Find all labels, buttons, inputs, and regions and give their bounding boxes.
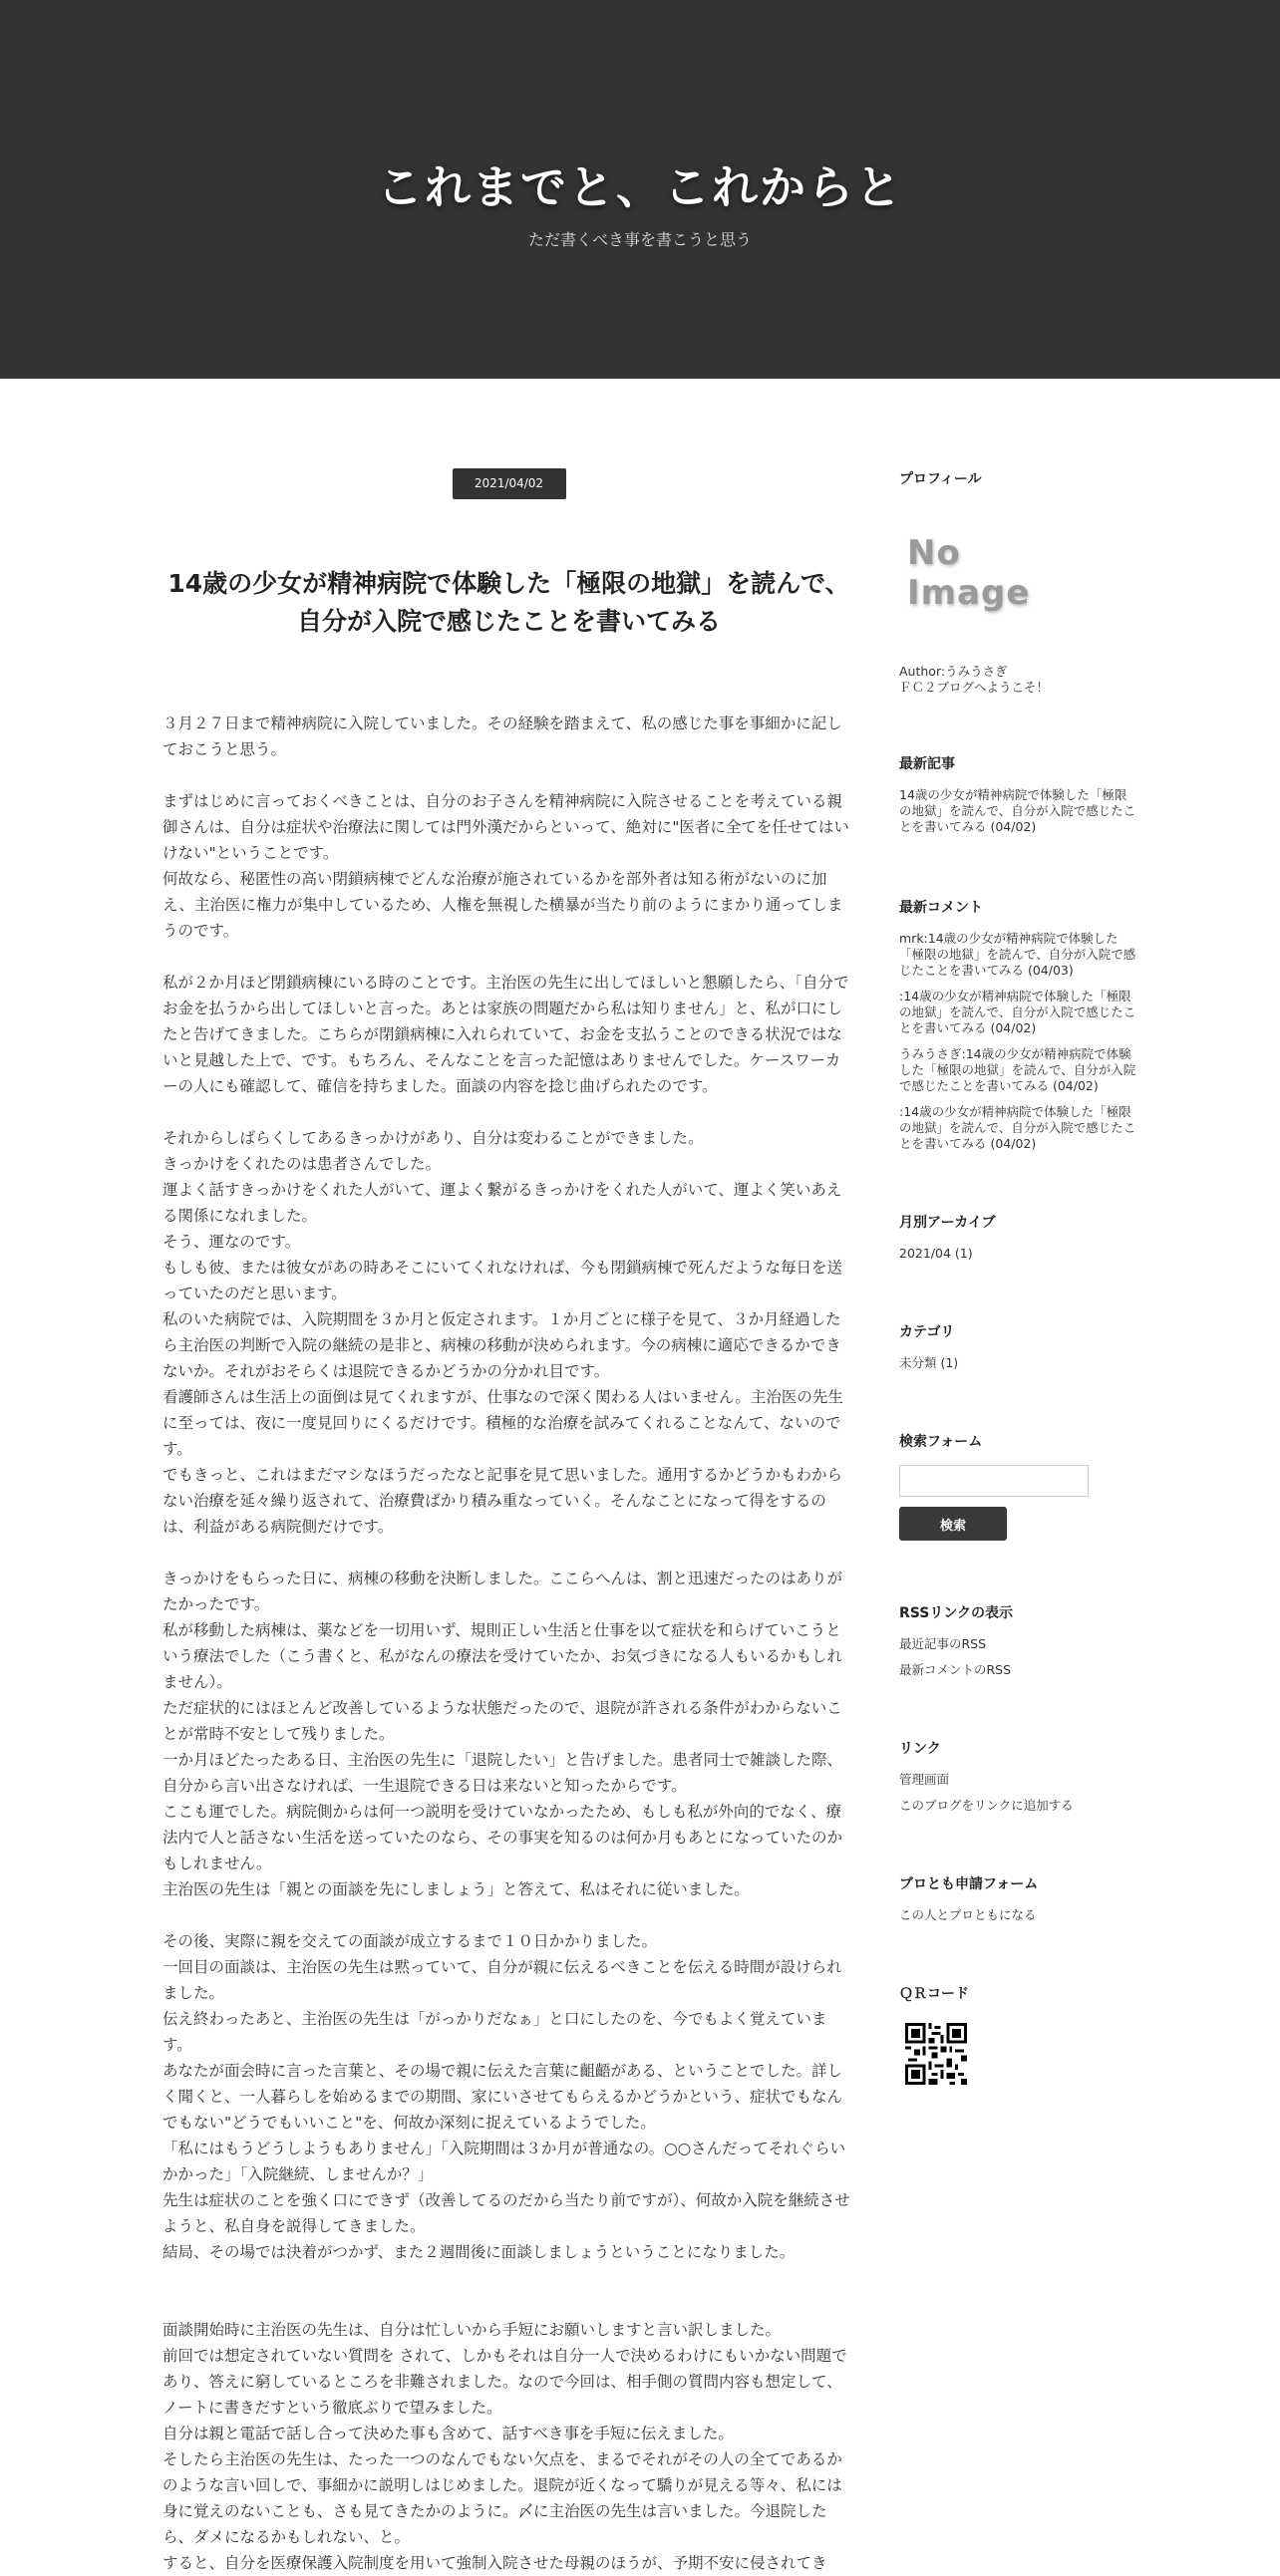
entry-title[interactable] — [162, 565, 855, 641]
recent-comment-link[interactable]: mrk:14歳の少女が精神病院で体験した「極限の地獄」を読んで、自分が入院で感じたことを書いてみる (04/03) — [899, 931, 1136, 978]
site-description: ただ書くべき事を書こうと思う — [527, 230, 752, 249]
paragraph-gap — [162, 2265, 855, 2317]
search-title: 検索フォーム — [899, 1434, 983, 1450]
archive-title: 月別アーカイブ — [899, 1215, 996, 1231]
entry-title-line2: 自分が入院で感じたことを書いてみる — [296, 607, 721, 636]
recent-entries-title: 最新記事 — [899, 756, 955, 772]
qr-code-icon — [905, 2023, 967, 2085]
entry-paragraph: そう、運なのです。 — [162, 1233, 301, 1251]
sidebar — [899, 468, 1138, 2089]
entry-paragraph: 一回目の面談は、主治医の先生は黙っていて、自分が親に伝えるべきことを伝える時間が設けられました。 — [162, 1958, 842, 2002]
paragraph-gap — [162, 944, 855, 970]
entry-paragraph: ３月２７日まで精神病院に入院していました。その経験を踏まえて、私の感じた事を事細かに記しておこうと思う。 — [162, 715, 842, 758]
recent-comments-title: 最新コメント — [899, 900, 983, 916]
entry-paragraph: 結局、その場では決着がつかず、また２週間後に面談しましょうということになりました。 — [162, 2243, 796, 2261]
rss-comments-link[interactable]: 最新コメントのRSS — [899, 1662, 1012, 1677]
recent-comment-link[interactable]: :14歳の少女が精神病院で体験した「極限の地獄」を読んで、自分が入院で感じたことを書いてみる (04/02) — [899, 989, 1136, 1035]
category-title: カテゴリ — [899, 1324, 955, 1340]
site-header — [0, 0, 1280, 379]
archive-link[interactable]: 2021/04 (1) — [899, 1246, 973, 1261]
entry-paragraph: もしも彼、または彼女があの時あそこにいてくれなければ、今も閉鎖病棟で死んだような毎日を送っていたのだと思います。 — [162, 1259, 843, 1302]
entry-paragraph: すると、自分を医療保護入院制度を用いて強制入院させた母親のほうが、予期不安に侵されてき — [162, 2554, 827, 2572]
entry-paragraph: それからしばらくしてあるきっかけがあり、自分は変わることができました。 — [162, 1129, 704, 1147]
paragraph-gap — [162, 762, 855, 788]
main-content — [162, 468, 855, 2576]
search-input[interactable] — [899, 1465, 1089, 1497]
friend-request-link[interactable]: この人とブロともになる — [899, 1907, 1037, 1922]
search-section — [899, 1431, 1138, 1541]
entry-paragraph: あなたが面会時に言った言葉と、その場で親に伝えた言葉に齟齬がある、ということでした。詳しく聞くと、一人暮らしを始めるまでの期間、家にいさせてもらえるかどうかという、症状でもなんでもない"どうでもいいこと"を、何故か深刻に捉えているようでした。 — [162, 2062, 843, 2132]
entry-paragraph: ただ症状的にはほとんど改善しているような状態だったので、退院が許される条件がわからないことが常時不安として残りました。 — [162, 1699, 842, 1743]
entry-paragraph: その後、実際に親を交えての面談が成立するまで１０日かかりました。 — [162, 1932, 658, 1950]
rss-title: RSSリンクの表示 — [899, 1605, 1014, 1621]
archive-section — [899, 1212, 1138, 1262]
profile-title: プロフィール — [899, 471, 982, 487]
rss-section — [899, 1602, 1138, 1678]
category-section — [899, 1321, 1138, 1371]
profile-welcome: ＦＣ２ブログへようこそ！ — [899, 680, 1050, 695]
friend-request-title: ブロとも申請フォーム — [899, 1876, 1039, 1892]
friend-request-section — [899, 1873, 1138, 1923]
entry-paragraph: 何故なら、秘匿性の高い閉鎖病棟でどんな治療が施されているかを部外者は知る術がないのに加え、主治医に権力が集中しているため、人権を無視した横暴が当たり前のようにまかり通ってしまうのです。 — [162, 870, 843, 940]
entry-paragraph: 私が移動した病棟は、薬などを一切用いず、規則正しい生活と仕事を以て症状を和らげていこうという療法でした（こう書くと、私がなんの療法を受けていたか、お気づきになる人もいるかもしれません）。 — [162, 1621, 843, 1691]
profile-noimage: No Image — [907, 533, 1031, 613]
entry-paragraph: 看護師さんは生活上の面倒は見てくれますが、仕事なので深く関わる人はいません。主治医の先生に至っては、夜に一度見回りにくるだけです。積極的な治療を試みてくれることなんて、ないのです。 — [162, 1388, 843, 1458]
entry-paragraph: 運よく話すきっかけをくれた人がいて、運よく繋がるきっかけをくれた人がいて、運よく笑いあえる関係になれました。 — [162, 1181, 842, 1225]
recent-comment-link[interactable]: :14歳の少女が精神病院で体験した「極限の地獄」を読んで、自分が入院で感じたことを書いてみる (04/02) — [899, 1104, 1136, 1151]
entry-title-line1: 14歳の少女が精神病院で体験した「極限の地獄」を読んで、 — [167, 569, 850, 598]
entry-paragraph: 私が２か月ほど閉鎖病棟にいる時のことです。主治医の先生に出してほしいと懇願したら、「自分でお金を払うから出してほしいと言った。あとは家族の問題だから私は知りません」と、私が口にしたと告げてきました。こちらが閉鎖病棟に入れられていて、お金を支払うことのできる状況ではないと見越した上で、です。もちろん、そんなことを言った記憶はありませんでした。ケースワーカーの人にも確認して、確信を持ちました。面談の内容を捻じ曲げられたのです。 — [162, 974, 849, 1095]
rss-entries-link[interactable]: 最近記事のRSS — [899, 1636, 987, 1651]
paragraph-gap — [162, 1099, 855, 1125]
links-title: リンク — [899, 1741, 941, 1757]
entry-paragraph: 前回では想定されていない質問を されて、しかもそれは自分一人で決めるわけにもいかない問題であり、答えに窮しているところを非難されました。なので今回は、相手側の質問内容も想定して、ノートに書きだすという徹底ぶりで望みました。 — [162, 2347, 847, 2417]
qr-section — [899, 1983, 1138, 2089]
entry-paragraph: そしたら主治医の先生は、たった一つのなんでもない欠点を、まるでそれがその人の全てであるかのような言い回しで、事細かに説明しはじめました。退院が近くなって驕りが見える等々、私には身に覚えのないことも、さも見てきたかのように。〆に主治医の先生は言いました。今退院したら、ダメになるかもしれない、と。 — [162, 2450, 842, 2546]
recent-comments-section — [899, 897, 1138, 1152]
entry-paragraph: 主治医の先生は「親との面談を先にしましょう」と答えて、私はそれに従いました。 — [162, 1880, 750, 1898]
entry-paragraph: 私のいた病院では、入院期間を３か月と仮定されます。１か月ごとに様子を見て、３か月経過したら主治医の判断で入院の継続の是非と、病棟の移動が決められます。今の病棟に適応できるかできないか。それがおそらくは退院できるかどうかの分かれ目です。 — [162, 1310, 841, 1380]
links-section — [899, 1738, 1138, 1814]
entry-paragraph: 一か月ほどたったある日、主治医の先生に「退院したい」と告げました。患者同士で雑談した際、自分から言い出さなければ、一生退院できる日は来ないと知ったからです。 — [162, 1751, 843, 1795]
entry-paragraph: ここも運でした。病院側からは何一つ説明を受けていなかったため、もしも私が外向的でなく、療法内で人と話さない生活を送っていたのなら、その事実を知るのは何か月もあとになっていたのかもしれません。 — [162, 1803, 843, 1872]
profile-author: Author:うみうさぎ — [899, 664, 1008, 679]
recent-entry-link[interactable]: 14歳の少女が精神病院で体験した「極限の地獄」を読んで、自分が入院で感じたことを書いてみる (04/02) — [899, 787, 1136, 834]
add-link-link[interactable]: このブログをリンクに追加する — [899, 1798, 1074, 1813]
entry-date-badge: 2021/04/02 — [453, 468, 566, 499]
entry-paragraph: きっかけをもらった日に、病棟の移動を決断しました。ここらへんは、割と迅速だったのはありがたかったです。 — [162, 1570, 843, 1613]
category-link[interactable]: 未分類 (1) — [899, 1355, 959, 1370]
entry-paragraph: 伝え終わったあと、主治医の先生は「がっかりだなぁ」と口にしたのを、今でもよく覚えています。 — [162, 2010, 827, 2054]
profile-section — [899, 468, 1138, 696]
entry-paragraph: まずはじめに言っておくべきことは、自分のお子さんを精神病院に入院させることを考えている親御さんは、自分は症状や治療法に関しては門外漢だからといって、絶対に"医者に全てを任せてはいけない"ということです。 — [162, 792, 849, 862]
search-button[interactable]: 検索 — [899, 1507, 1007, 1541]
qr-title: ＱＲコード — [899, 1986, 969, 2002]
entry-paragraph: きっかけをくれたのは患者さんでした。 — [162, 1155, 442, 1173]
recent-entries-section — [899, 753, 1138, 835]
admin-link[interactable]: 管理画面 — [899, 1772, 950, 1787]
recent-comment-link[interactable]: うみうさぎ:14歳の少女が精神病院で体験した「極限の地獄」を読んで、自分が入院で感じたことを書いてみる (04/02) — [899, 1046, 1136, 1093]
entry-paragraph: 先生は症状のことを強く口にできず（改善してるのだから当たり前ですが）、何故か入院を継続させようと、私自身を説得してきました。 — [162, 2191, 850, 2235]
site-title[interactable]: これまでと、これからと — [377, 160, 903, 214]
paragraph-gap — [162, 1902, 855, 1928]
entry-paragraph: でもきっと、これはまだマシなほうだったなと記事を見て思いました。通用するかどうかもわからない治療を延々繰り返されて、治療費ばかり積み重なっていく。そんなことになって得をするのは、利益がある病院側だけです。 — [162, 1466, 843, 1536]
entry-body — [162, 711, 855, 2576]
entry-paragraph: 「私にはもうどうしようもありません」「入院期間は３か月が普通なの。○○さんだってそれぐらいかかった」「入院継続、しませんか？」 — [162, 2140, 846, 2183]
entry-paragraph: 自分は親と電話で話し合って決めた事も含めて、話すべき事を手短に伝えました。 — [162, 2425, 734, 2442]
entry-paragraph: 面談開始時に主治医の先生は、自分は忙しいから手短にお願いしますと言い訳しました。 — [162, 2321, 782, 2339]
paragraph-gap — [162, 1540, 855, 1566]
